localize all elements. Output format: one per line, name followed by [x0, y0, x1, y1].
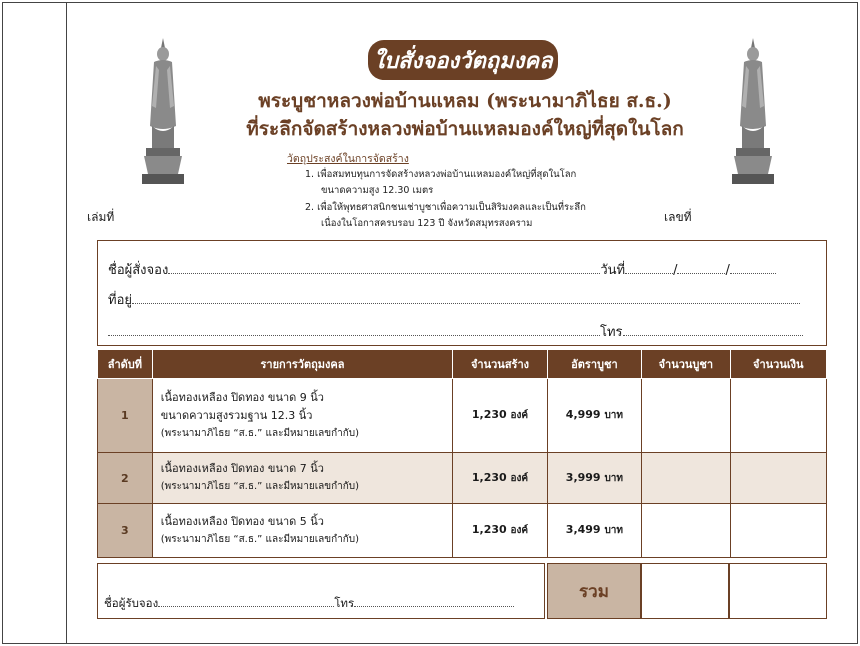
- row-number: 1: [98, 379, 153, 453]
- row-number: 2: [98, 453, 153, 504]
- price-unit: บาท: [604, 472, 623, 484]
- amount-cell[interactable]: [730, 379, 826, 453]
- address-continued-field[interactable]: [108, 323, 600, 336]
- quantity-unit: องค์: [510, 472, 529, 484]
- address-field[interactable]: [132, 291, 800, 304]
- phone-field[interactable]: [623, 323, 803, 336]
- item-line: เนื้อทองเหลือง ปิดทอง ขนาด 7 นิ้ว: [160, 462, 324, 475]
- item-note: (พระนามาภิไธย “ส.ธ.” และมีหมายเลขกำกับ): [160, 427, 360, 439]
- item-note: (พระนามาภิไธย “ส.ธ.” และมีหมายเลขกำกับ): [160, 533, 360, 545]
- form-title-badge: ใบสั่งจองวัตถุมงคล: [368, 40, 558, 80]
- item-line: เนื้อทองเหลือง ปิดทอง ขนาด 9 นิ้ว: [160, 390, 324, 404]
- price: [547, 379, 641, 453]
- date-label: วันที่: [600, 263, 626, 278]
- date-day-field[interactable]: [625, 261, 673, 274]
- price-value: 4,999: [565, 408, 601, 421]
- serial-number-label: เลขที่: [664, 210, 692, 224]
- table-row: [98, 504, 827, 558]
- objective-line: 1. เพื่อสมทบทุนการจัดสร้างหลวงพ่อบ้านแหลมองค์ใหญ่ที่สุดในโลก: [305, 169, 577, 180]
- price-unit: บาท: [604, 410, 623, 421]
- amount-cell[interactable]: [730, 453, 826, 504]
- buddha-statue-icon: [140, 36, 186, 191]
- address-label: ที่อยู่: [108, 293, 132, 308]
- quantity-ordered-cell[interactable]: [642, 379, 730, 453]
- item-line: เนื้อทองเหลือง ปิดทอง ขนาด 5 นิ้ว: [160, 514, 324, 528]
- phone-row: [108, 321, 803, 342]
- header-item: รายการวัตถุมงคล: [152, 350, 453, 379]
- price-value: 3,999: [565, 470, 601, 484]
- quantity-built: [453, 453, 547, 504]
- receiver-name-field[interactable]: [158, 594, 334, 607]
- receiver-name-label: ชื่อผู้รับจอง: [104, 596, 159, 610]
- total-label: รวม: [547, 563, 641, 619]
- binding-line: [66, 2, 67, 644]
- phone-label: โทร: [600, 325, 623, 340]
- title-line-2: ที่ระลึกจัดสร้างหลวงพ่อบ้านแหลมองค์ใหญ่ที่สุดในโลก: [246, 118, 684, 140]
- receiver-box: [97, 563, 545, 619]
- title-line-1: พระบูชาหลวงพ่อบ้านแหลม (พระนามาภิไธย ส.ธ.): [258, 90, 672, 112]
- quantity-value: 1,230: [471, 523, 507, 536]
- items-table: [97, 349, 827, 558]
- item-description: [152, 504, 453, 558]
- objective-line: เนื่องในโอกาสครบรอบ 123 ปี จังหวัดสมุทรสงคราม: [321, 218, 533, 229]
- item-line: ขนาดความสูงรวมฐาน 12.3 นิ้ว: [160, 408, 313, 422]
- header-quantity-built: จำนวนสร้าง: [453, 350, 547, 379]
- table-row: [98, 379, 827, 453]
- total-amount-cell[interactable]: [729, 563, 827, 619]
- header-order: ลำดับที่: [98, 350, 153, 379]
- receiver-row: [104, 594, 514, 613]
- total-quantity-cell[interactable]: [641, 563, 729, 619]
- price: [547, 504, 641, 558]
- quantity-built: [453, 379, 547, 453]
- quantity-value: 1,230: [471, 408, 507, 421]
- address-row: [108, 289, 800, 310]
- quantity-ordered-cell[interactable]: [642, 504, 730, 558]
- header-amount: จำนวนเงิน: [730, 350, 826, 379]
- quantity-ordered-cell[interactable]: [642, 453, 730, 504]
- orderer-name-field[interactable]: [168, 261, 600, 274]
- objective-line: ขนาดความสูง 12.30 เมตร: [321, 185, 434, 196]
- receiver-phone-label: โทร: [334, 596, 355, 610]
- item-description: [152, 453, 453, 504]
- header-price: อัตราบูชา: [547, 350, 641, 379]
- price-unit: บาท: [604, 525, 623, 536]
- quantity-value: 1,230: [471, 470, 507, 484]
- amount-cell[interactable]: [730, 504, 826, 558]
- row-number: 3: [98, 504, 153, 558]
- orderer-row: ชื่อผู้สั่งจอง วันที่ / /: [108, 259, 776, 280]
- table-row: [98, 453, 827, 504]
- header-quantity-ordered: จำนวนบูชา: [642, 350, 730, 379]
- item-description: [152, 379, 453, 453]
- orderer-info-box: [97, 240, 827, 346]
- quantity-built: [453, 504, 547, 558]
- date-year-field[interactable]: [730, 261, 776, 274]
- objectives-heading: วัตถุประสงค์ในการจัดสร้าง: [287, 153, 409, 165]
- date-month-field[interactable]: [677, 261, 725, 274]
- price-value: 3,499: [565, 523, 601, 536]
- price: [547, 453, 641, 504]
- receiver-phone-field[interactable]: [354, 594, 514, 607]
- book-number-label: เล่มที่: [87, 210, 115, 224]
- item-note: (พระนามาภิไธย “ส.ธ.” และมีหมายเลขกำกับ): [160, 481, 360, 492]
- orderer-name-label: ชื่อผู้สั่งจอง: [108, 263, 169, 278]
- objective-line: 2. เพื่อให้พุทธศาสนิกชนเช่าบูชาเพื่อความเป็นสิริมงคลและเป็นที่ระลึก: [305, 202, 586, 213]
- quantity-unit: องค์: [510, 525, 529, 536]
- buddha-statue-icon: [730, 36, 776, 191]
- quantity-unit: องค์: [510, 410, 529, 421]
- table-header-row: [98, 350, 827, 379]
